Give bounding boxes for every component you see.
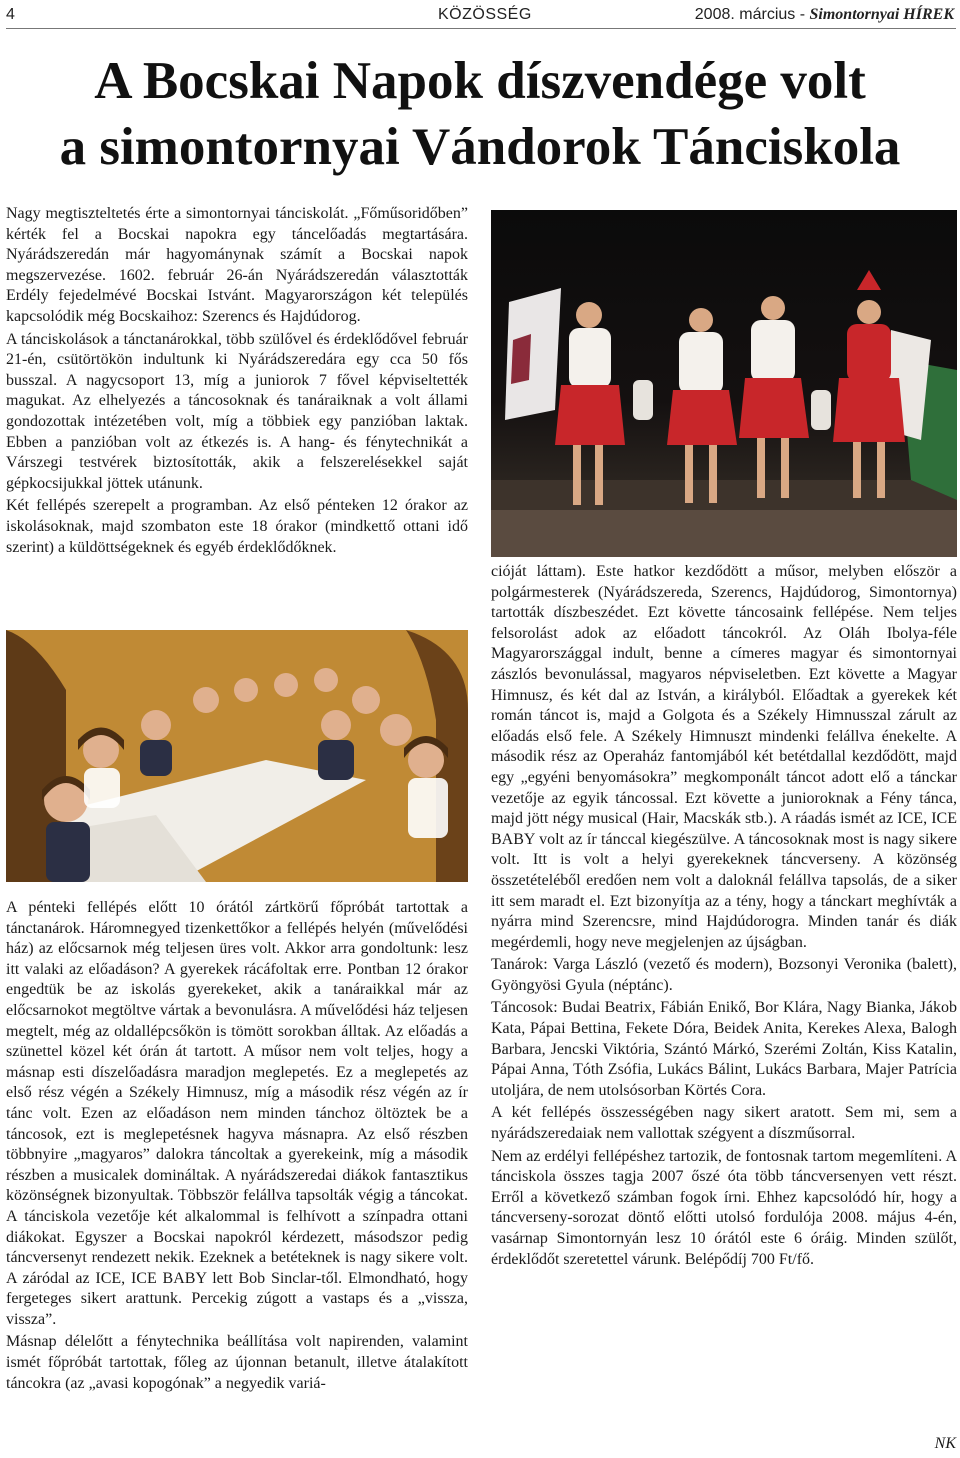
photo-icon	[6, 630, 468, 882]
left-column-bottom	[6, 898, 468, 1396]
paragraph: cióját láttam). Este hatkor kezdődött a műsor, melyben először a polgármesterek (Nyárádszereda, Szerencs, Hajdúdorog, Simontornya) tartották díszbeszédet. Ezt követte táncosaink fellépése. Nem teljes felsorolást adok az előadott táncokról. Az Oláh Ibolya-féle Magyarországgal indult, benne a címeres magyar és simontornyai zászlós bevonulással, magyaros népviseletben. Ezt követte a Magyar Himnusz, és két dal az István, a királyból. Előadtak a gyerekek két román táncot is, majd a Golgota és a Székely Himnusszal zárult az előadás első fele. A Székely Himnuszt mindenki felállva énekelte. A második rész az Operaház fantomjából két betétdallal kezdődött, majd egy „egyéni benyomásokra” megkomponált táncot adott elő a tánckar vezetője az egyik táncossal. Ezt követte a junioroknak a Fény tánca, majd jött négy musical (Hair, Macskák stb.). A ráadás ismét az ICE, ICE BABY volt az ír tánccal kiegészülve. A táncosoknak most is nagy sikere volt. Itt is volt a helyi gyerekeknek táncverseny. A közönség összetételéből eredően nem volt a daloknál felállva tapsolás, de a siker itt sem maradt el. Ezt bizonyítja az a tény, hogy a tánckart meghívták a nyárra mind Szerencsre, mind Hajdúdorogra. Minden tanár és diák megérdemli, hogy neve megjelenjen az újságban.	[491, 563, 957, 951]
author-signature: NK	[934, 1435, 956, 1452]
teachers-paragraph: Tanárok: Varga László (vezető és modern), Bozsonyi Veronika (balett), Gyöngyösi Gyula (néptánc).	[491, 956, 957, 994]
page-header	[6, 2, 956, 29]
photo-icon	[491, 210, 957, 557]
section-label: KÖZÖSSÉG	[438, 6, 532, 23]
dancers-paragraph: Táncosok: Budai Beatrix, Fábián Enikő, Bor Klára, Nagy Bianka, Jákob Kata, Pápai Bettina, Fekete Dóra, Beidek Anita, Kerekes Alexa, Balogh Barbara, Jencski Viktória, Szántó Márkó, Szerémi Zoltán, Kiss Katalin, Pápai Anna, Tóth Zsófia, Lukács Bálint, Lukács Barbara, Majer Patrícia utoljára, de nem utolsósorban Körtés Cora.	[491, 999, 957, 1099]
group-dinner-photo	[6, 630, 468, 882]
paragraph: A két fellépés összességében nagy sikert aratott. Sem mi, sem a nyárádszeredaiak nem vallottak szégyent a díszműsorral.	[491, 1104, 957, 1143]
issue-label	[695, 6, 954, 24]
right-column	[491, 562, 957, 1272]
paragraph: A tánciskolások a tánctanárokkal, több szülővel és érdeklődővel február 21-én, csütörtökön indultunk ki Nyárádszeredára egy cca 50 fős busszal. A nagycsoport 13, míg a juniorok 7 fővel képviseltették magukat. Az elhelyezés a táncosoknak és tanáraiknak a volt állami gondozottak intézetében volt, míg a többiek egy panzióban laktak. Ebben a panzióban volt az étkezés is. A hang- és fénytechnikát a Várszegi testvérek biztosították, akik a felszerelésekkel saját gépkocsijukkal jöttek utánunk.	[6, 330, 468, 492]
issue-date: 2008. március -	[694, 6, 806, 23]
stage-dance-photo	[491, 210, 957, 557]
paragraph: Két fellépés szerepelt a programban. Az első pénteken 12 órakor az iskolásoknak, majd szombaton este 18 órakor (mindkettő ottani idő szerint) a küldöttségeknek és egyéb érdeklődőknek.	[6, 497, 468, 556]
publication-name: Simontornyai HÍREK	[809, 6, 954, 23]
paragraph: A pénteki fellépés előtt 10 órától zártkörű főpróbát tartottak a tánctanárok. Háromnegyed tizenkettőkor a fellépés helyén (művelődési ház) az előcsarnok még teljesen üres volt. Akkor arra gondoltunk: lesz itt valaki az előadáson? A gyerekek rácáfoltak erre. Pontban 12 órakor engedtük be az iskolás gyerekeket, akik a tanáraikkal már az előcsarnokot megtöltve vártak a bevonulásra. A művelődési ház teljesen megtelt, még az oldallépcsőkön is tömött sorokban álltak. Az előadás a szünettel közel két órán át tartott. A műsor nem volt teljes, hogy a másnap esti díszelőadásra maradjon meglepetés. Ez a meglepetés az első rész végén a Székely Himnusz, míg a második rész végén az ír tánc volt. Ezen az előadáson nem minden tánchoz öltöztek be a táncosok, ezt is meglepetésnek hagyva másnapra. Az első részben többnyire „magyaros” dalokra táncoltak a gyerekeink, míg a második részben a musicalek domináltak. A nyárádszeredai diákok fantasztikus közönségnek bizonyultak. Többször felállva tapsolták végig a táncokat. A tánciskola vezetője két alkalommal is felhívott a színpadra ottani diákokat. Egyszer a Bocskai napokról kérdezett, másodszor pedig táncversenyt rendezett nekik. Ezeknek a betéteknek is nagy sikere volt. A záródal az ICE, ICE BABY lett Bob Sinclar-től. Elmondható, hogy fergeteges sikert arattunk. Percekig zúgott a vastaps és a „vissza, vissza”.	[6, 899, 468, 1328]
paragraph: Nagy megtiszteltetés érte a simontornyai tánciskolát. „Főműsoridőben” kérték fel a Bocskai napokra egy táncelőadás megtartására. Nyárádszeredán már hagyománynak számít a Bocskai napok megszervezése. 1602. február 26-án Nyárádszeredán választották Erdély fejedelmévé Bocskai Istvánt. Magyarországon két település kapcsolódik még Bocskaihoz: Szerencs és Hajdúdorog.	[6, 205, 468, 325]
paragraph: Nem az erdélyi fellépéshez tartozik, de fontosnak tartom megemlíteni. A tánciskola összes tagja 2007 őszé óta több táncversenyen vett részt. Erről a következő számban fogok írni. Ehhez kapcsolódó hír, hogy a táncverseny-sorozat döntő előtti utolsó fordulója 2008. május 4-én, vasárnap Simontornyán lesz 10 órától este 6 óráig. Minden szülőt, érdeklődőt szeretettel várunk. Belépődíj 700 Ft/fő.	[491, 1147, 957, 1268]
title-line-2: a simontornyai Vándorok Tánciskola	[59, 118, 901, 176]
paragraph: Másnap délelőtt a fénytechnika beállítása volt napirenden, valamint ismét főpróbát tartottak, főleg az újonnan betanult, illetve átalakított táncokra (az „avasi kopogónak” a negyedik variá-	[6, 1333, 468, 1392]
article-title	[0, 48, 960, 180]
page-number: 4	[6, 6, 15, 23]
title-line-1: A Bocskai Napok díszvendége volt	[94, 52, 866, 110]
left-column-top	[6, 204, 468, 560]
